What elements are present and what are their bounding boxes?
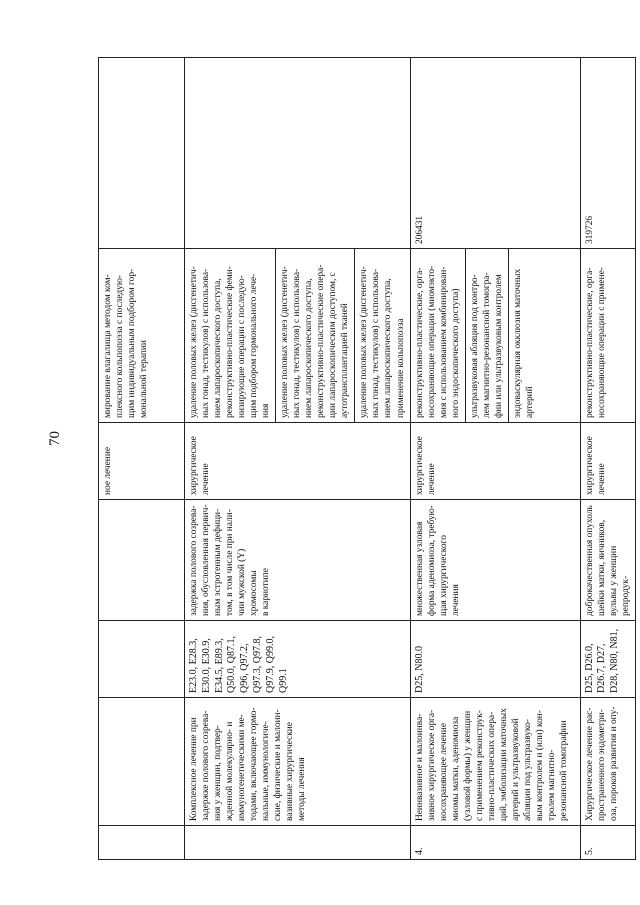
care-type bbox=[99, 698, 185, 826]
table-row bbox=[580, 58, 635, 860]
care-volume bbox=[185, 58, 411, 249]
care-volume: 206431 bbox=[410, 58, 580, 249]
medical-care-table bbox=[98, 57, 636, 860]
treatment-method: реконструктивно-пластические, орга- носохраняющие операции с примене- bbox=[580, 249, 635, 423]
patient-model: множественная узловая форма аденомиоза, требую- щая хирургического лечения bbox=[410, 500, 580, 621]
treatment-type: хирургическое лечение bbox=[185, 423, 411, 500]
icd-codes: E23.0, E28.3, E30.0, E30.9, E34.5, E89.3, Q50.0, Q87.1, Q96, Q97.2, Q97.3, Q97.8, Q97.9, Q99.0, Q99.1 bbox=[185, 621, 411, 698]
treatment-methods bbox=[410, 249, 580, 423]
treatment-methods bbox=[185, 249, 411, 423]
icd-codes: D25, N80.0 bbox=[410, 621, 580, 698]
care-type: Комплексное лечение при задержке полового созрева- ния у женщин, подтвер- жденной молекулярно- и иммуногенетическими ме- тодами, включающее гормо- нальные, иммунологиче- ские, физические и малоин- вазивные хирургические методы лечения bbox=[185, 698, 411, 826]
icd-codes bbox=[99, 621, 185, 698]
treatment-method: реконструктивно-пластические, орга- носохраняющие операции (миомэкто- мия с использованием комбинирован- ного эндоскопического доступа) bbox=[411, 249, 466, 422]
treatment-method: ультразвуковая абляция под контро- лем магнитно-резонансной томогра- фии или ультразвуковым контролем bbox=[466, 249, 509, 422]
row-number: 5. bbox=[580, 826, 635, 860]
care-volume bbox=[99, 58, 185, 249]
treatment-method: удаление половых желез (дисгенетич- ных гонад, тестикулов) с использова- нием лапароскопического доступа, реконструктивно-пластические опера- ции лапароскопическим доступом, с аутотрансплантацией тканей bbox=[276, 249, 355, 422]
treatment-type: хирургическое лечение bbox=[580, 423, 635, 500]
treatment-method: мирование влагалища методом ком- плексного кольпопоэза с последую- щим индивидуальным подбором гор- мональной терапии bbox=[99, 249, 185, 423]
care-type: Хирургическое лечение рас- пространенного эндометри- оза, пороков развития и опу- bbox=[580, 698, 635, 826]
treatment-type: ное лечение bbox=[99, 423, 185, 500]
patient-model: доброкачественная опухоль шейки матки, яичников, вульвы у женщин репродук- bbox=[580, 500, 635, 621]
icd-codes: D25, D26.0, D26.7, D27, D28, N80, N81, bbox=[580, 621, 635, 698]
treatment-method: удаление половых желез (дисгенетич- ных гонад, тестикулов) с использова- нием лапароскопического доступа, применение кольпопоэза bbox=[359, 266, 406, 418]
row-number: 4. bbox=[410, 826, 580, 860]
row-number bbox=[99, 826, 185, 860]
patient-model: задержка полового созрева- ния, обусловленная первич- ным эстрогенным дефици- том, в том числе при нали- чии мужской (Y) хромосомы в кариотипе bbox=[185, 500, 411, 621]
treatment-method: эндоваскулярная окклюзия маточных артерий bbox=[512, 268, 535, 418]
table-viewport bbox=[98, 58, 631, 860]
patient-model bbox=[99, 500, 185, 621]
table-row bbox=[99, 58, 185, 860]
treatment-method: удаление половых желез (дисгенетич- ных гонад, тестикулов) с использова- нием лапароскопического доступа, реконструктивно-пластические феми- низирующие операции с последую- щим подбором гормонального лече- ния bbox=[185, 249, 276, 422]
treatment-type: хирургическое лечение bbox=[410, 423, 580, 500]
page-number: 70 bbox=[47, 431, 63, 446]
table-row bbox=[410, 58, 580, 860]
table-row bbox=[185, 58, 411, 860]
care-volume: 319726 bbox=[580, 58, 635, 249]
care-type: Неинвазивное и малоинва- зивное хирургическое орга- носохраняющее лечение миомы матки, аденомиоза (узловой формы) у женщин с применением реконструк- тивно-пластических опера- ций, эмболизации маточных артерий и ультразвуковой абляции под ультразвуко- вым контролем и (или) кон- тролем магнитно- резонансной томографии bbox=[410, 698, 580, 826]
row-number bbox=[185, 826, 411, 860]
